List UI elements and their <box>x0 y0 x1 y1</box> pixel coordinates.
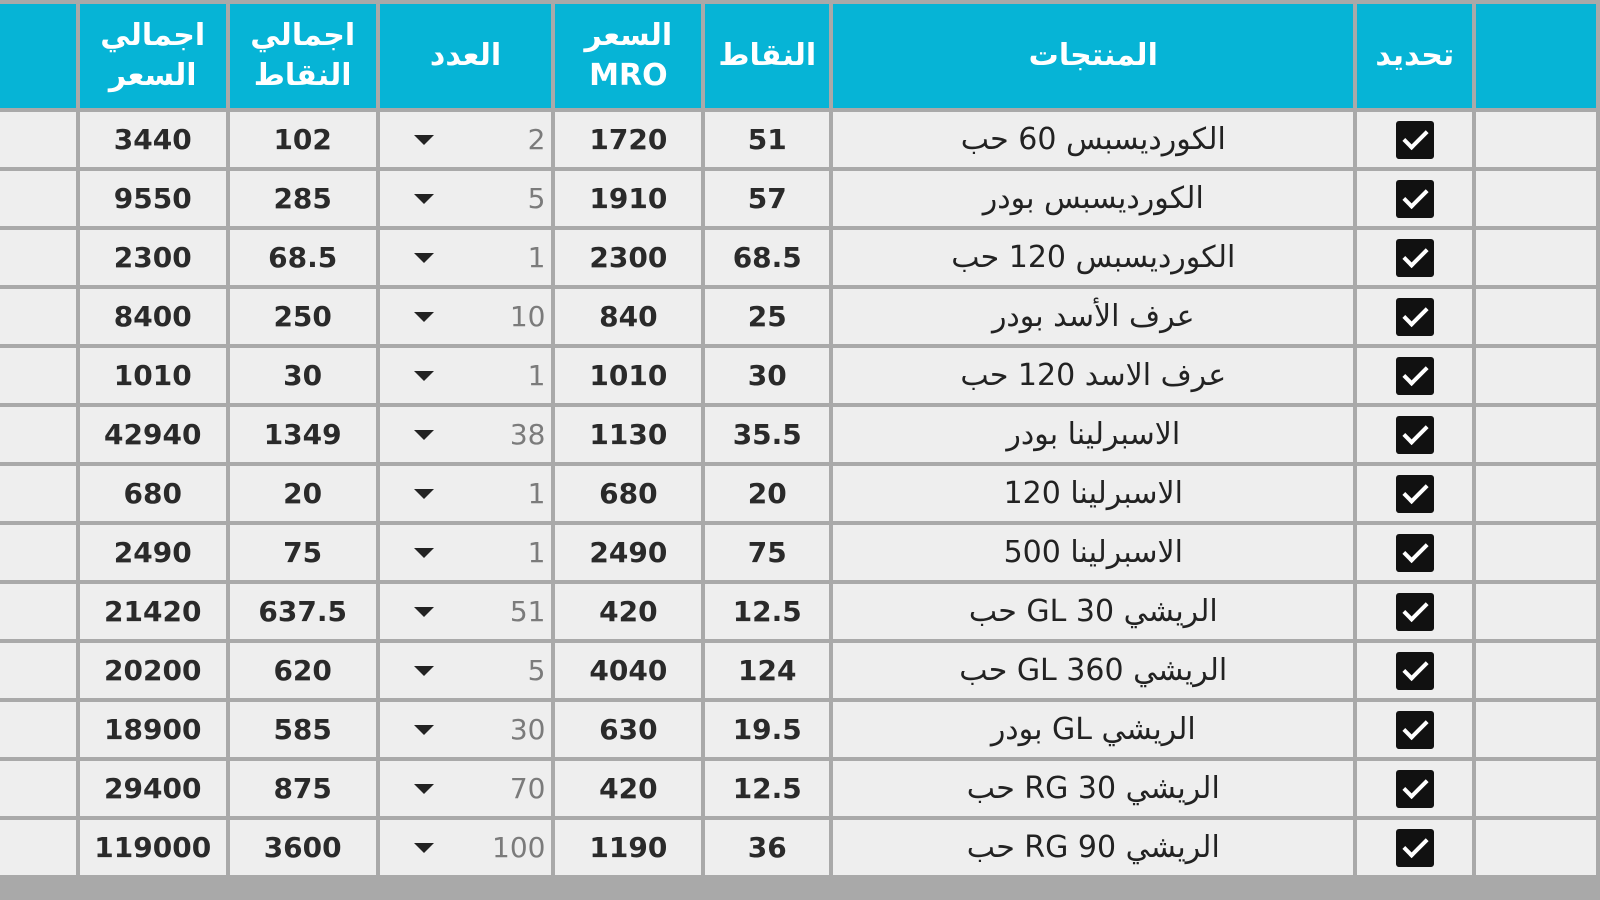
select-checkbox[interactable] <box>1396 593 1434 631</box>
table-row <box>0 584 1596 639</box>
quantity-value: 1 <box>527 477 546 510</box>
dropdown-arrow-icon[interactable] <box>414 194 434 204</box>
product-name-cell: الاسبرلينا 120 <box>833 466 1353 521</box>
select-checkbox[interactable] <box>1396 475 1434 513</box>
product-name-cell: الريشي RG 30 حب <box>833 761 1353 816</box>
points-cell: 57 <box>705 171 829 226</box>
dropdown-arrow-icon[interactable] <box>414 725 434 735</box>
select-cell <box>1357 820 1472 875</box>
product-name-cell: الاسبرلينا 500 <box>833 525 1353 580</box>
table-row <box>0 289 1596 344</box>
price-cell: 1720 <box>555 112 701 167</box>
total-price-cell: 1010 <box>80 348 226 403</box>
select-checkbox[interactable] <box>1396 121 1434 159</box>
product-name-cell: الريشي GL 30 حب <box>833 584 1353 639</box>
price-cell: 1010 <box>555 348 701 403</box>
quantity-select[interactable] <box>380 289 552 344</box>
dropdown-arrow-icon[interactable] <box>414 666 434 676</box>
header-count <box>380 4 552 108</box>
price-cell: 2300 <box>555 230 701 285</box>
row-blank-left <box>0 702 76 757</box>
dropdown-arrow-icon[interactable] <box>414 843 434 853</box>
price-cell: 2490 <box>555 525 701 580</box>
header-select <box>1357 4 1472 108</box>
price-cell: 1190 <box>555 820 701 875</box>
select-checkbox[interactable] <box>1396 239 1434 277</box>
table-row <box>0 702 1596 757</box>
product-name-cell: الريشي RG 90 حب <box>833 820 1353 875</box>
price-cell: 4040 <box>555 643 701 698</box>
quantity-select[interactable] <box>380 761 552 816</box>
header-price-label: السعر MRO <box>584 18 673 93</box>
points-cell: 51 <box>705 112 829 167</box>
total-price-cell: 119000 <box>80 820 226 875</box>
quantity-value: 5 <box>527 654 546 687</box>
quantity-select[interactable] <box>380 348 552 403</box>
quantity-value: 38 <box>509 418 546 451</box>
price-cell: 1910 <box>555 171 701 226</box>
table-row <box>0 112 1596 167</box>
product-name-cell: الريشي GL بودر <box>833 702 1353 757</box>
header-total-price-label: اجمالي السعر <box>100 18 206 93</box>
points-cell: 36 <box>705 820 829 875</box>
price-cell: 1130 <box>555 407 701 462</box>
row-blank-left <box>0 820 76 875</box>
points-cell: 68.5 <box>705 230 829 285</box>
select-cell <box>1357 702 1472 757</box>
dropdown-arrow-icon[interactable] <box>414 548 434 558</box>
total-points-cell: 620 <box>230 643 376 698</box>
select-cell <box>1357 348 1472 403</box>
product-name-cell: الريشي GL 360 حب <box>833 643 1353 698</box>
select-checkbox[interactable] <box>1396 357 1434 395</box>
select-checkbox[interactable] <box>1396 770 1434 808</box>
row-blank-right <box>1476 820 1596 875</box>
header-blank-right <box>1476 4 1596 108</box>
select-checkbox[interactable] <box>1396 180 1434 218</box>
price-cell: 680 <box>555 466 701 521</box>
points-cell: 12.5 <box>705 584 829 639</box>
price-cell: 630 <box>555 702 701 757</box>
table-row <box>0 407 1596 462</box>
table-row <box>0 643 1596 698</box>
product-name-cell: الكورديسبس 60 حب <box>833 112 1353 167</box>
select-cell <box>1357 466 1472 521</box>
total-price-cell: 21420 <box>80 584 226 639</box>
header-total-price <box>80 4 226 108</box>
total-points-cell: 1349 <box>230 407 376 462</box>
table-row <box>0 230 1596 285</box>
price-cell: 420 <box>555 584 701 639</box>
select-checkbox[interactable] <box>1396 298 1434 336</box>
row-blank-right <box>1476 761 1596 816</box>
quantity-value: 1 <box>527 536 546 569</box>
row-blank-right <box>1476 525 1596 580</box>
quantity-value: 5 <box>527 182 546 215</box>
row-blank-right <box>1476 407 1596 462</box>
dropdown-arrow-icon[interactable] <box>414 371 434 381</box>
total-points-cell: 250 <box>230 289 376 344</box>
row-blank-left <box>0 407 76 462</box>
quantity-select[interactable] <box>380 702 552 757</box>
quantity-select[interactable] <box>380 407 552 462</box>
total-points-cell: 20 <box>230 466 376 521</box>
select-cell <box>1357 289 1472 344</box>
header-products <box>833 4 1353 108</box>
quantity-select[interactable] <box>380 820 552 875</box>
points-cell: 30 <box>705 348 829 403</box>
total-price-cell: 20200 <box>80 643 226 698</box>
points-cell: 20 <box>705 466 829 521</box>
table-row <box>0 171 1596 226</box>
row-blank-right <box>1476 466 1596 521</box>
header-blank-left <box>0 4 76 108</box>
quantity-value: 2 <box>527 123 546 156</box>
total-price-cell: 3440 <box>80 112 226 167</box>
product-name-cell: الكورديسبس 120 حب <box>833 230 1353 285</box>
product-name-cell: الكورديسبس بودر <box>833 171 1353 226</box>
total-price-cell: 8400 <box>80 289 226 344</box>
total-price-cell: 2300 <box>80 230 226 285</box>
row-blank-left <box>0 466 76 521</box>
row-blank-left <box>0 289 76 344</box>
header-total-points <box>230 4 376 108</box>
row-blank-right <box>1476 348 1596 403</box>
select-cell <box>1357 525 1472 580</box>
quantity-select[interactable] <box>380 584 552 639</box>
quantity-value: 10 <box>509 300 546 333</box>
quantity-select[interactable] <box>380 112 552 167</box>
row-blank-left <box>0 230 76 285</box>
points-cell: 75 <box>705 525 829 580</box>
dropdown-arrow-icon[interactable] <box>414 489 434 499</box>
quantity-select[interactable] <box>380 466 552 521</box>
row-blank-left <box>0 171 76 226</box>
select-cell <box>1357 171 1472 226</box>
table-body <box>0 112 1596 875</box>
select-cell <box>1357 761 1472 816</box>
select-checkbox[interactable] <box>1396 711 1434 749</box>
dropdown-arrow-icon[interactable] <box>414 430 434 440</box>
row-blank-left <box>0 584 76 639</box>
select-cell <box>1357 112 1472 167</box>
total-price-cell: 18900 <box>80 702 226 757</box>
quantity-select[interactable] <box>380 230 552 285</box>
dropdown-arrow-icon[interactable] <box>414 135 434 145</box>
product-name-cell: عرف الاسد 120 حب <box>833 348 1353 403</box>
header-products-label: المنتجات <box>1028 38 1158 73</box>
select-cell <box>1357 407 1472 462</box>
row-blank-right <box>1476 702 1596 757</box>
quantity-value: 70 <box>509 772 546 805</box>
select-cell <box>1357 584 1472 639</box>
header-points <box>705 4 829 108</box>
total-points-cell: 875 <box>230 761 376 816</box>
total-points-cell: 75 <box>230 525 376 580</box>
total-price-cell: 9550 <box>80 171 226 226</box>
quantity-value: 51 <box>509 595 546 628</box>
quantity-value: 1 <box>527 241 546 274</box>
row-blank-right <box>1476 171 1596 226</box>
row-blank-right <box>1476 584 1596 639</box>
price-cell: 840 <box>555 289 701 344</box>
total-price-cell: 2490 <box>80 525 226 580</box>
points-cell: 25 <box>705 289 829 344</box>
select-cell <box>1357 643 1472 698</box>
row-blank-left <box>0 348 76 403</box>
total-points-cell: 585 <box>230 702 376 757</box>
product-name-cell: عرف الأسد بودر <box>833 289 1353 344</box>
quantity-value: 100 <box>492 831 546 864</box>
total-points-cell: 637.5 <box>230 584 376 639</box>
total-points-cell: 3600 <box>230 820 376 875</box>
header-count-label: العدد <box>429 38 502 73</box>
table-row <box>0 466 1596 521</box>
header-row <box>0 4 1596 108</box>
total-points-cell: 285 <box>230 171 376 226</box>
total-points-cell: 68.5 <box>230 230 376 285</box>
quantity-select[interactable] <box>380 171 552 226</box>
header-total-points-label: اجمالي النقاط <box>250 18 356 93</box>
dropdown-arrow-icon[interactable] <box>414 312 434 322</box>
points-cell: 19.5 <box>705 702 829 757</box>
total-price-cell: 680 <box>80 466 226 521</box>
product-name-cell: الاسبرلينا بودر <box>833 407 1353 462</box>
total-price-cell: 29400 <box>80 761 226 816</box>
table-row <box>0 820 1596 875</box>
dropdown-arrow-icon[interactable] <box>414 607 434 617</box>
row-blank-left <box>0 525 76 580</box>
select-checkbox[interactable] <box>1396 829 1434 867</box>
quantity-select[interactable] <box>380 643 552 698</box>
points-cell: 124 <box>705 643 829 698</box>
row-blank-right <box>1476 230 1596 285</box>
table-row <box>0 761 1596 816</box>
quantity-select[interactable] <box>380 525 552 580</box>
total-price-cell: 42940 <box>80 407 226 462</box>
quantity-value: 30 <box>509 713 546 746</box>
select-checkbox[interactable] <box>1396 652 1434 690</box>
select-checkbox[interactable] <box>1396 416 1434 454</box>
price-cell: 420 <box>555 761 701 816</box>
row-blank-left <box>0 761 76 816</box>
row-blank-right <box>1476 643 1596 698</box>
total-points-cell: 102 <box>230 112 376 167</box>
row-blank-left <box>0 643 76 698</box>
header-price <box>555 4 701 108</box>
header-select-label: تحديد <box>1375 38 1455 73</box>
header-points-label: النقاط <box>718 38 817 73</box>
table-row <box>0 348 1596 403</box>
quantity-value: 1 <box>527 359 546 392</box>
total-points-cell: 30 <box>230 348 376 403</box>
table-row <box>0 525 1596 580</box>
dropdown-arrow-icon[interactable] <box>414 784 434 794</box>
points-cell: 12.5 <box>705 761 829 816</box>
row-blank-right <box>1476 112 1596 167</box>
select-cell <box>1357 230 1472 285</box>
select-checkbox[interactable] <box>1396 534 1434 572</box>
dropdown-arrow-icon[interactable] <box>414 253 434 263</box>
row-blank-right <box>1476 289 1596 344</box>
points-cell: 35.5 <box>705 407 829 462</box>
row-blank-left <box>0 112 76 167</box>
